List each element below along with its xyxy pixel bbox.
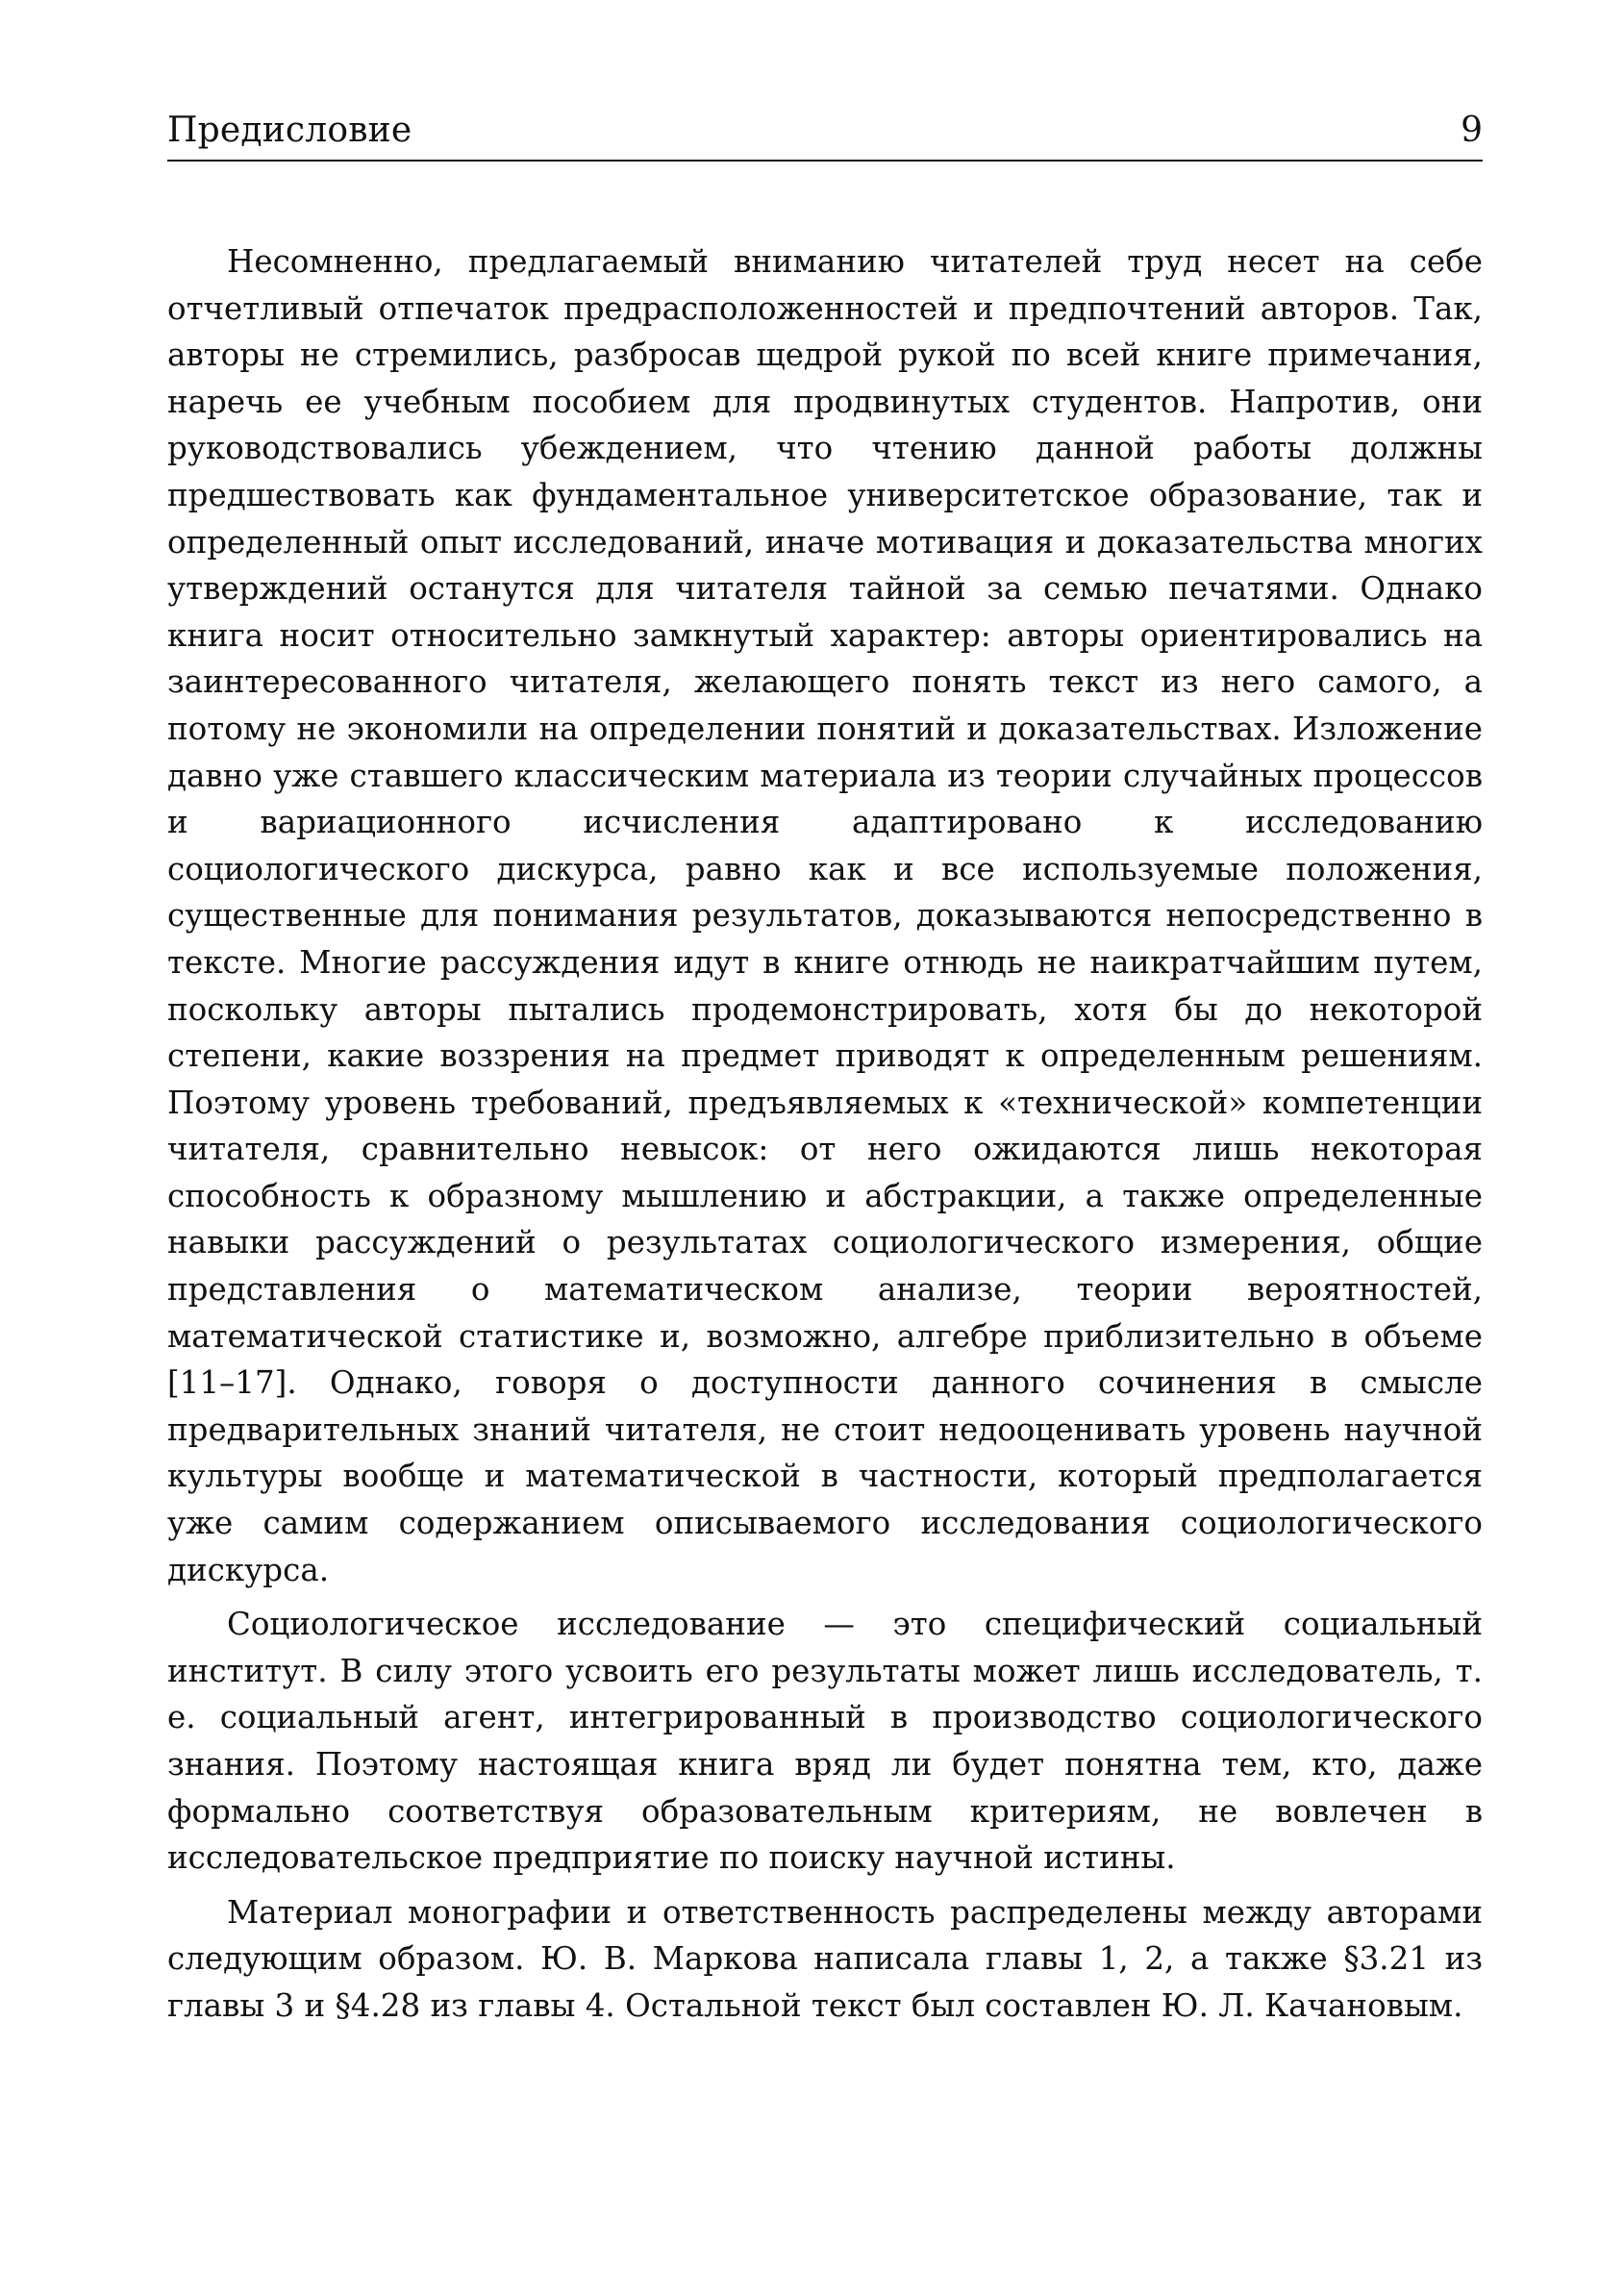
- body-text: [167, 238, 1483, 2030]
- paragraph-3: Материал монографии и ответственность распределены между авторами следующим образом. Ю. В. Маркова написала главы 1, 2, а также §3.21 из главы 3 и §4.28 из главы 4. Остальной текст был составлен Ю. Л. Качановым.: [167, 1893, 1483, 2024]
- paragraph-1: Несомненно, предлагаемый вниманию читателей труд несет на себе отчетливый отпечаток предрасположенностей и предпочтений авторов. Так, авторы не стремились, разбросав щедрой рукой по всей книге примечания, наречь ее учебным пособием для продвинутых студентов. Напротив, они руководствовались убеждением, что чтению данной работы должны предшествовать как фундаментальное университетское образование, так и определенный опыт исследований, иначе мотивация и доказательства многих утверждений останутся для читателя тайной за семью печатями. Однако книга носит относительно замкнутый характер: авторы ориентировались на заинтересованного читателя, желающего понять текст из него самого, а потому не экономили на определении понятий и доказательствах. Изложение давно уже ставшего классическим материала из теории случайных процессов и вариационного исчисления адаптировано к исследованию социологического дискурса, равно как и все используемые положения, существенные для понимания результатов, доказываются непосредственно в тексте. Многие рассуждения идут в книге отнюдь не наикратчайшим путем, поскольку авторы пытались продемонстрировать, хотя бы до некоторой степени, какие воззрения на предмет приводят к определенным решениям. Поэтому уровень требований, предъявляемых к «технической» компетенции читателя, сравнительно невысок: от него ожидаются лишь некоторая способность к образному мышлению и абстракции, а также определенные навыки рассуждений о результатах социологического измерения, общие представления о математическом анализе, теории вероятностей, математической статистике и, возможно, алгебре приблизительно в объеме [11–17]. Однако, говоря о доступности данного сочинения в смысле предварительных знаний читателя, не стоит недооценивать уровень научной культуры вообще и математической в частности, который предполагается уже самим содержанием описываемого исследования социологического дискурса.: [167, 243, 1483, 1588]
- page-number: 9: [1461, 111, 1483, 150]
- paragraph-2: Социологическое исследование — это специфический социальный институт. В силу этого усвоить его результаты может лишь исследователь, т. е. социальный агент, интегрированный в производство социологического знания. Поэтому настоящая книга вряд ли будет понятна тем, кто, даже формально соответствуя образовательным критериям, не вовлечен в исследовательское предприятие по поиску научной истины.: [167, 1606, 1483, 1877]
- running-header: [167, 106, 1483, 162]
- running-title: Предисловие: [167, 111, 412, 150]
